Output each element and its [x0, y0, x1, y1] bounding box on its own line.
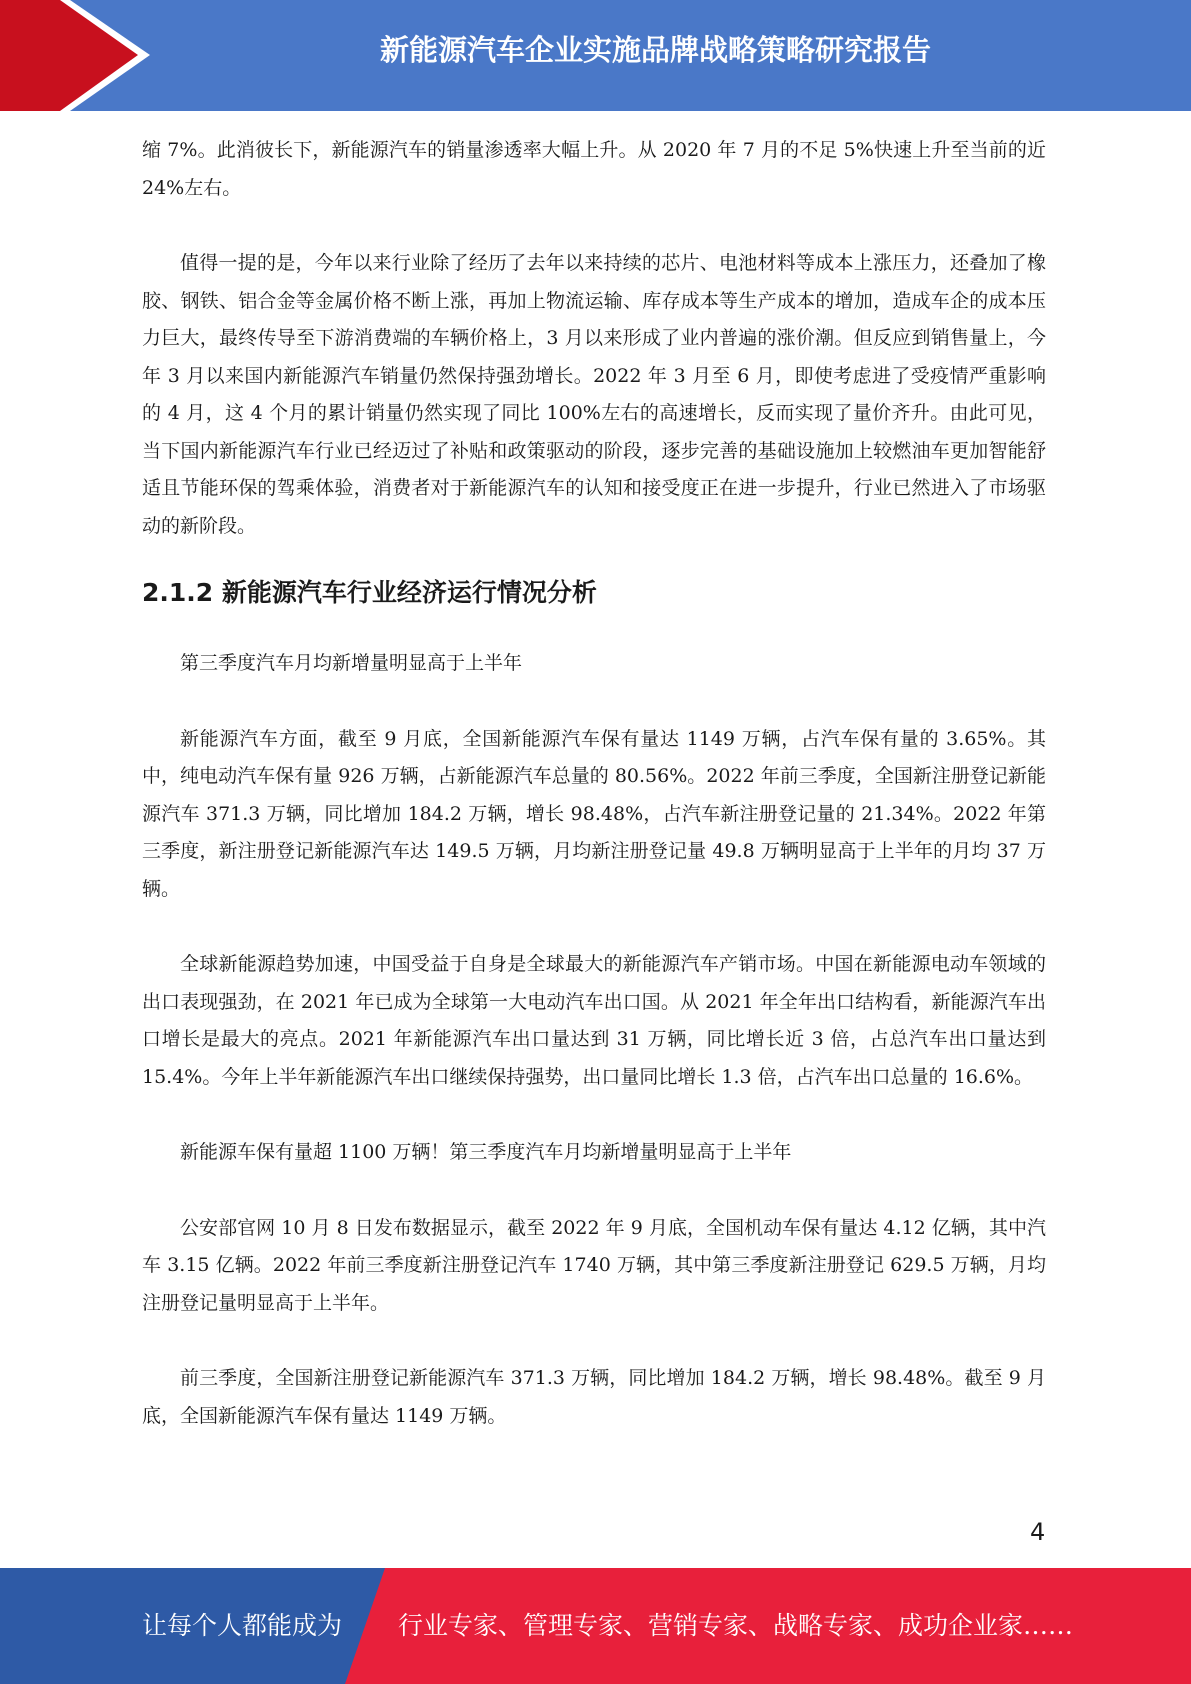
- page-body: [142, 132, 1046, 1435]
- paragraph-cost-pressure: 值得一提的是，今年以来行业除了经历了去年以来持续的芯片、电池材料等成本上涨压力，还叠加了橡胶、钢铁、铝合金等金属价格不断上涨，再加上物流运输、库存成本等生产成本的增加，造成车企的成本压力巨大，最终传导至下游消费端的车辆价格上，3 月以来形成了业内普遍的涨价潮。但反应到销售量上，今年 3 月以来国内新能源汽车销量仍然保持强劲增长。2022 年 3 月至 6 月，即使考虑进了受疫情严重影响的 4 月，这 4 个月的累计销量仍然实现了同比 100%左右的高速增长，反而实现了量价齐升。由此可见，当下国内新能源汽车行业已经迈过了补贴和政策驱动的阶段，逐步完善的基础设施加上较燃油车更加智能舒适且节能环保的驾乘体验，消费者对于新能源汽车的认知和接受度正在进一步提升，行业已然进入了市场驱动的新阶段。: [142, 252, 1046, 537]
- header-chevron-arrow: [0, 0, 140, 111]
- page-number: 4: [1030, 1518, 1046, 1546]
- footer-slogan-left: 让每个人都能成为: [142, 1611, 343, 1640]
- section-heading: 2.1.2 新能源汽车行业经济运行情况分析: [142, 578, 597, 607]
- paragraph-q1-q3-summary: 前三季度，全国新注册登记新能源汽车 371.3 万辆，同比增加 184.2 万辆，增长 98.48%。截至 9 月底，全国新能源汽车保有量达 1149 万辆。: [142, 1367, 1046, 1427]
- paragraph-mps-data: 公安部官网 10 月 8 日发布数据显示，截至 2022 年 9 月底，全国机动车保有量达 4.12 亿辆，其中汽车 3.15 亿辆。2022 年前三季度新注册登记汽车 1740 万辆，其中第三季度新注册登记 629.5 万辆，月均注册登记量明显高于上半年。: [142, 1216, 1046, 1314]
- paragraph-global-export: 全球新能源趋势加速，中国受益于自身是全球最大的新能源汽车产销市场。中国在新能源电动车领域的出口表现强劲，在 2021 年已成为全球第一大电动汽车出口国。从 2021 年全年出口结构看，新能源汽车出口增长是最大的亮点。2021 年新能源汽车出口量达到 31 万辆，同比增长近 3 倍，占总汽车出口量达到 15.4%。今年上半年新能源汽车出口继续保持强势，出口量同比增长 1.3 倍，占汽车出口总量的 16.6%。: [142, 953, 1046, 1088]
- page-footer: [0, 1568, 1191, 1684]
- paragraph-continued: 缩 7%。此消彼长下，新能源汽车的销量渗透率大幅上升。从 2020 年 7 月的不足 5%快速上升至当前的近 24%左右。: [142, 139, 1046, 199]
- paragraph-nev-ownership: 新能源汽车方面，截至 9 月底，全国新能源汽车保有量达 1149 万辆，占汽车保有量的 3.65%。其中，纯电动汽车保有量 926 万辆，占新能源汽车总量的 80.56%。2022 年前三季度，全国新注册登记新能源汽车 371.3 万辆，同比增加 184.2 万辆，增长 98.48%，占汽车新注册登记量的 21.34%。2022 年第三季度，新注册登记新能源汽车达 149.5 万辆，月均新注册登记量 49.8 万辆明显高于上半年的月均 37 万辆。: [142, 727, 1046, 900]
- footer-slogan-right: 行业专家、管理专家、营销专家、战略专家、成功企业家……: [398, 1611, 1074, 1640]
- page-header: [0, 0, 1191, 111]
- paragraph-subtitle-q3: 第三季度汽车月均新增量明显高于上半年: [180, 652, 523, 674]
- paragraph-subtitle-ownership: 新能源车保有量超 1100 万辆！第三季度汽车月均新增量明显高于上半年: [180, 1141, 792, 1163]
- report-title: 新能源汽车企业实施品牌战略策略研究报告: [379, 33, 931, 67]
